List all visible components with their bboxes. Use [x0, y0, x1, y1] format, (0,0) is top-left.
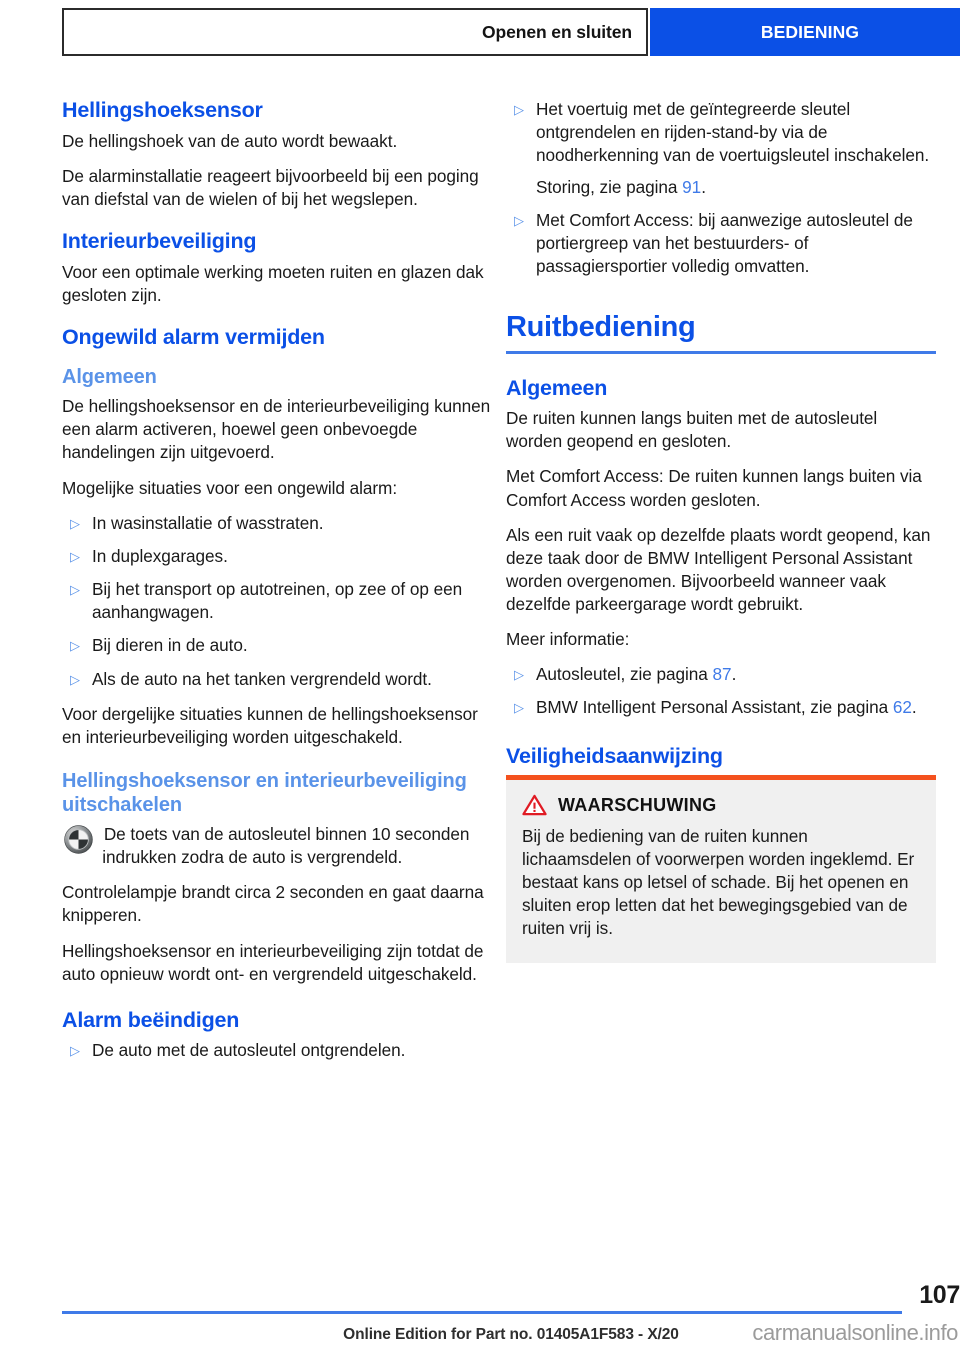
warning-body: Bij de bediening van de ruiten kunnen lichaamsdelen of voorwerpen worden ingeklemd. Er bestaat kans op letsel of schade. Bij het openen en sluiten erop letten dat het bewegingsgebied van de ruiten vrij is.	[522, 826, 915, 939]
list-alarm-beeindigen	[62, 1039, 492, 1062]
paragraph-uitschakelen-text: De toets van de autosleutel binnen 10 seconden indrukken zodra de auto is vergrendeld.	[102, 824, 470, 868]
header-chapter-label: Openen en sluiten	[482, 21, 632, 42]
heading-hellingshoeksensor: Hellingshoeksensor	[62, 98, 263, 122]
list-item-label: In duplexgarages.	[92, 545, 228, 566]
list-item	[62, 578, 492, 624]
list-item	[506, 696, 936, 719]
heading-veiligheidsaanwijzing: Veiligheidsaanwijzing	[506, 743, 723, 768]
bullet-triangle-icon: ▷	[70, 515, 80, 531]
page-reference[interactable]: 87	[712, 663, 732, 684]
subline-prefix: Storing, zie pagina	[536, 177, 683, 198]
bullet-triangle-icon: ▷	[70, 1043, 80, 1059]
right-column	[506, 98, 936, 1075]
bmw-roundel-icon	[64, 825, 93, 854]
list-item	[506, 663, 936, 686]
list-item-label: BMW Intelligent Personal Assistant, zie pagina	[536, 697, 893, 718]
list-item	[62, 668, 492, 691]
subheading-uitschakelen: Hellingshoeksensor en interieurbeveiliging uitschakelen	[62, 770, 467, 817]
paragraph-uitschakelen-with-icon	[62, 823, 492, 869]
list-item-subline	[536, 176, 936, 199]
left-column	[62, 98, 492, 1075]
header-chapter-box	[62, 8, 648, 56]
page-header	[62, 8, 960, 56]
header-section-box	[650, 8, 960, 56]
bullet-triangle-icon: ▷	[514, 700, 524, 716]
list-item	[506, 209, 936, 278]
warning-title: WAARSCHUWING	[558, 794, 717, 815]
list-item	[62, 634, 492, 657]
page-reference[interactable]: 62	[892, 697, 912, 718]
heading-algemeen-right: Algemeen	[506, 375, 608, 400]
paragraph-interieur-1: Voor een optimale werking moeten ruiten en glazen dak gesloten zijn.	[62, 261, 484, 305]
page-footer	[62, 1266, 960, 1345]
list-item-label: Bij dieren in de auto.	[92, 635, 248, 656]
list-top-bullets-right	[506, 98, 936, 278]
page-number: 107	[919, 1281, 960, 1309]
list-meer-informatie	[506, 663, 936, 720]
footer-edition-note: Online Edition for Part no. 01405A1F583 - X/20	[343, 1326, 679, 1343]
paragraph-meer-informatie: Meer informatie:	[506, 628, 630, 649]
page-reference[interactable]: 91	[682, 177, 702, 198]
section-title-ruitbediening: Ruitbediening	[506, 312, 936, 353]
list-situaties	[62, 512, 492, 692]
paragraph-algemeen-1: De hellingshoeksensor en de interieurbeveiliging kunnen een alarm activeren, hoewel geen onbevoegde handelingen zijn uitgevoerd.	[62, 396, 491, 463]
bullet-triangle-icon: ▷	[514, 102, 524, 117]
bullet-triangle-icon: ▷	[514, 666, 524, 682]
page-columns	[0, 98, 960, 1075]
list-item	[506, 98, 936, 199]
list-item	[62, 1039, 492, 1062]
paragraph-right-algemeen-1: De ruiten kunnen langs buiten met de autosleutel worden geopend en gesloten.	[506, 408, 878, 452]
paragraph-right-algemeen-2: Met Comfort Access: De ruiten kunnen langs buiten via Comfort Access worden gesloten.	[506, 466, 922, 510]
footer-divider	[62, 1311, 902, 1314]
heading-ongewild-alarm: Ongewild alarm vermijden	[62, 324, 325, 349]
list-item	[62, 545, 492, 568]
site-watermark: carmanualsonline.info	[752, 1320, 958, 1345]
warning-triangle-icon	[522, 794, 547, 816]
paragraph-algemeen-3: Voor dergelijke situaties kunnen de hellingshoeksensor en interieurbeveiliging worden uitgeschakeld.	[62, 704, 478, 748]
list-item-label: Het voertuig met de geïntegreerde sleutel ontgrendelen en rijden-stand-by via de noodherkenning van de voertuigsleutel inschakelen.	[536, 99, 930, 166]
paragraph-hellingshoek-1: De hellingshoek van de auto wordt bewaakt.	[62, 130, 398, 151]
paragraph-uitschakelen-2: Controlelampje brandt circa 2 seconden en gaat daarna knipperen.	[62, 882, 484, 926]
bullet-triangle-icon: ▷	[70, 548, 80, 564]
subheading-algemeen-left: Algemeen	[62, 366, 157, 389]
warning-box	[506, 775, 936, 962]
bullet-triangle-icon: ▷	[70, 638, 80, 654]
list-item-label: In wasinstallatie of wasstraten.	[92, 512, 324, 533]
heading-interieurbeveiliging: Interieurbeveiliging	[62, 228, 257, 253]
warning-header	[522, 794, 920, 816]
subline-suffix: .	[701, 177, 706, 198]
header-section-label: BEDIENING	[760, 21, 860, 42]
paragraph-algemeen-2: Mogelijke situaties voor een ongewild alarm:	[62, 477, 398, 498]
bullet-triangle-icon: ▷	[514, 213, 524, 229]
bullet-triangle-icon: ▷	[70, 671, 80, 687]
list-item-suffix: .	[911, 697, 917, 718]
list-item-label: Bij het transport op autotreinen, op zee of op een aanhangwagen.	[92, 579, 463, 623]
paragraph-hellingshoek-2: De alarminstallatie reageert bijvoorbeeld bij een poging van diefstal van de wielen of bij het wegslepen.	[62, 165, 479, 209]
list-item-label: Autosleutel, zie pagina	[536, 663, 713, 684]
bullet-triangle-icon: ▷	[70, 582, 80, 598]
heading-alarm-beeindigen: Alarm beëindigen	[62, 1007, 240, 1032]
paragraph-uitschakelen-3: Hellingshoeksensor en interieurbeveiliging zijn totdat de auto opnieuw wordt ont- en vergrendeld uitgeschakeld.	[62, 940, 484, 984]
list-item-suffix: .	[731, 663, 737, 684]
list-item-label: De auto met de autosleutel ontgrendelen.	[92, 1040, 406, 1061]
list-item-label: Met Comfort Access: bij aanwezige autosleutel de portiergreep van het bestuurders- of passagiersportier volledig omvatten.	[536, 210, 913, 277]
paragraph-right-algemeen-3: Als een ruit vaak op dezelfde plaats wordt geopend, kan deze taak door de BMW Intelligent Personal Assistant worden overgenomen. Bijvoorbeeld wanneer vaak dezelfde parkeergarage wordt gebruikt.	[506, 524, 931, 614]
list-item	[62, 512, 492, 535]
list-item-label: Als de auto na het tanken vergrendeld wordt.	[92, 668, 432, 689]
